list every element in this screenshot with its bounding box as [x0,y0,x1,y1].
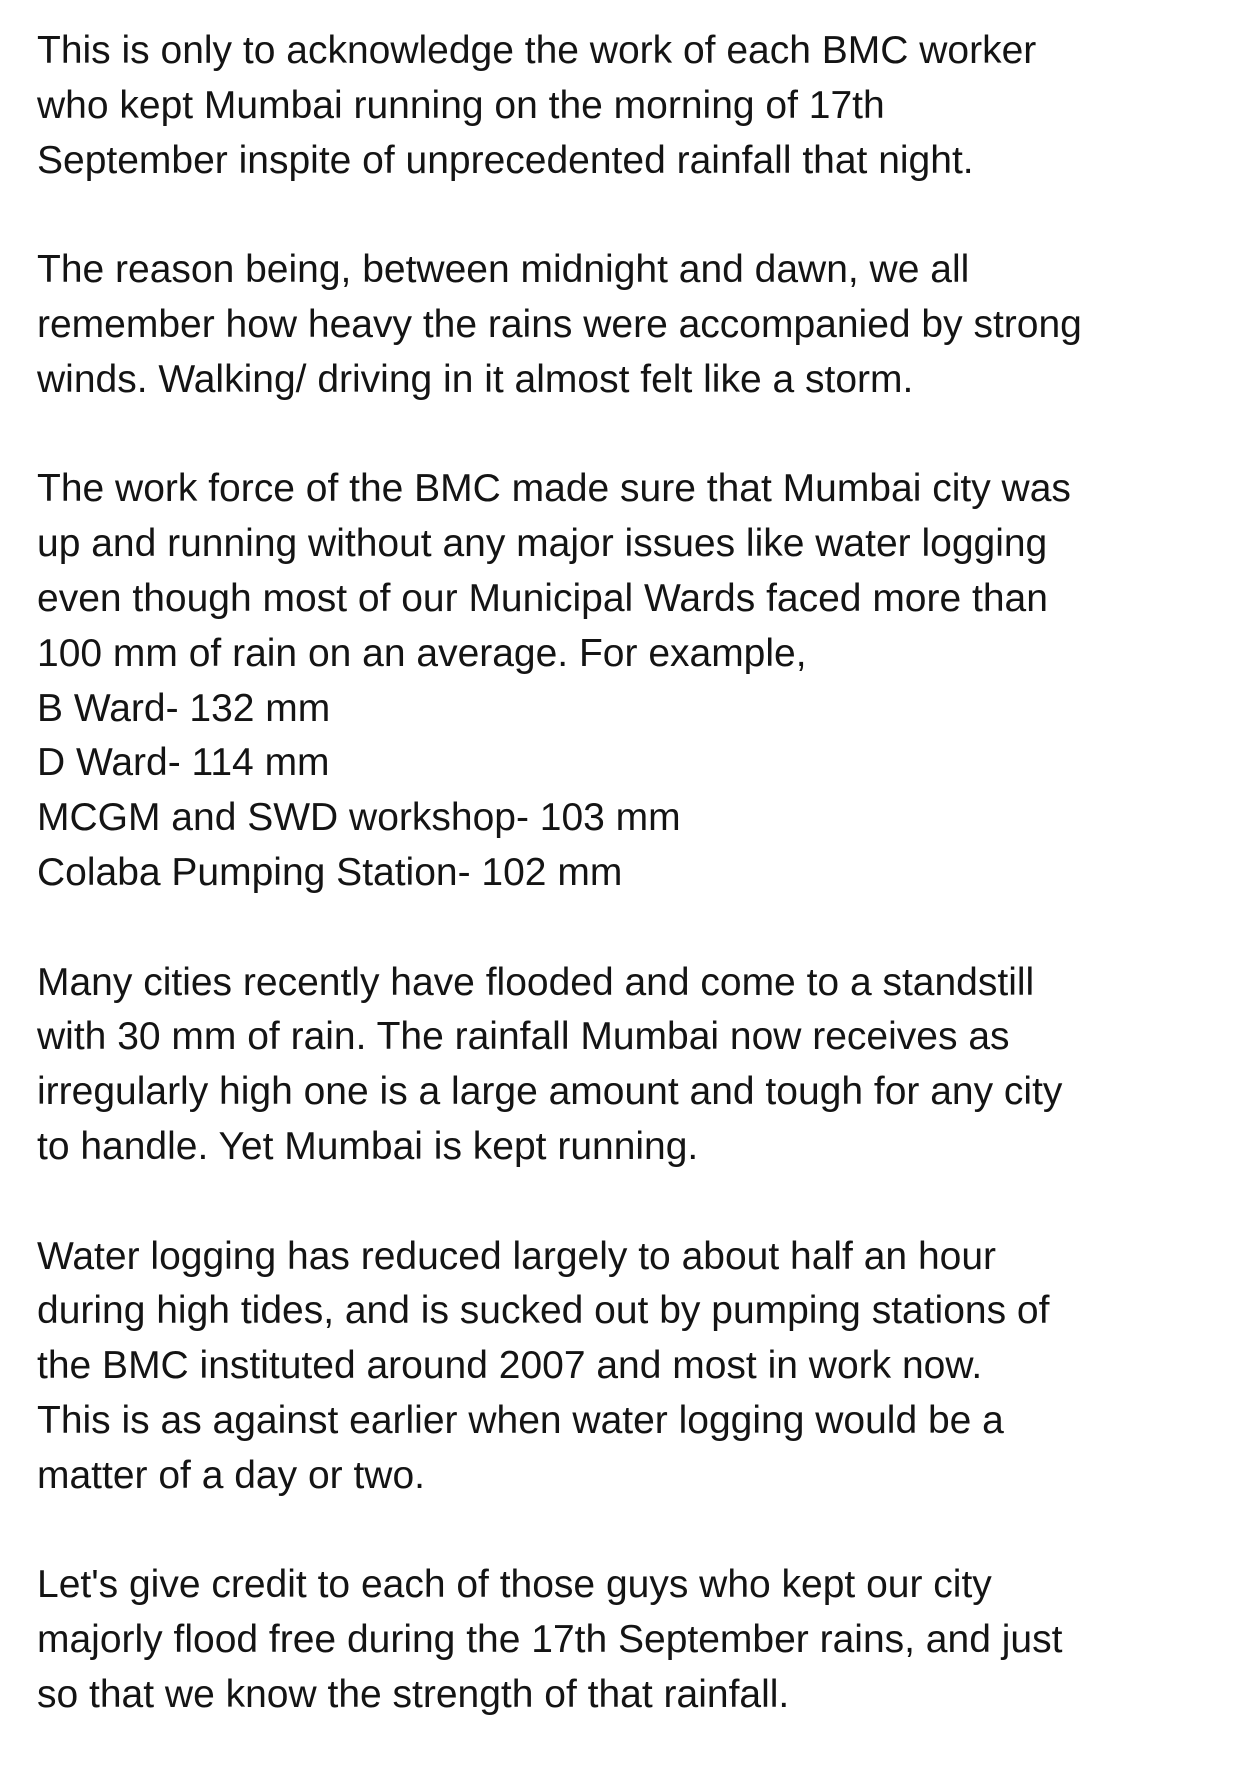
paragraph-line: during high tides, and is sucked out by pumping stations of [37,1289,1050,1333]
paragraph-line: the BMC instituted around 2007 and most in work now. [37,1344,983,1388]
rainfall-item-b-ward: B Ward- 132 mm [37,686,331,730]
paragraph-work-force [37,462,1227,900]
paragraph-line: to handle. Yet Mumbai is kept running. [37,1124,699,1168]
paragraph-line: so that we know the strength of that rainfall. [37,1672,790,1716]
paragraph-line: 100 mm of rain on an average. For example, [37,631,807,675]
paragraph-line: This is as against earlier when water logging would be a [37,1398,1004,1442]
paragraph-line: with 30 mm of rain. The rainfall Mumbai now receives as [37,1015,1010,1059]
paragraph-credit [37,1558,1227,1722]
paragraph-line: September inspite of unprecedented rainfall that night. [37,138,974,182]
paragraph-line: majorly flood free during the 17th September rains, and just [37,1618,1063,1662]
paragraph-line: irregularly high one is a large amount and tough for any city [37,1070,1063,1114]
paragraph-line: remember how heavy the rains were accompanied by strong [37,302,1082,346]
paragraph-line: who kept Mumbai running on the morning of 17th [37,83,885,127]
paragraph-other-cities [37,956,1227,1175]
paragraph-line: The reason being, between midnight and dawn, we all [37,248,970,292]
rainfall-item-d-ward: D Ward- 114 mm [37,741,330,785]
paragraph-water-logging [37,1230,1227,1504]
paragraph-reason [37,243,1227,407]
paragraph-line: Many cities recently have flooded and come to a standstill [37,960,1035,1004]
paragraph-line: matter of a day or two. [37,1453,426,1497]
paragraph-acknowledgement [37,24,1227,188]
post-body [37,24,1227,1778]
paragraph-line: Water logging has reduced largely to about half an hour [37,1234,997,1278]
rainfall-item-mcgm-swd-workshop: MCGM and SWD workshop- 103 mm [37,796,681,840]
paragraph-line: up and running without any major issues like water logging [37,522,1048,566]
paragraph-line: The work force of the BMC made sure that Mumbai city was [37,467,1071,511]
paragraph-line: winds. Walking/ driving in it almost felt like a storm. [37,357,914,401]
paragraph-line: Let's give credit to each of those guys who kept our city [37,1563,992,1607]
rainfall-item-colaba-pumping-station: Colaba Pumping Station- 102 mm [37,850,623,894]
paragraph-line: even though most of our Municipal Wards faced more than [37,576,1048,620]
paragraph-line: This is only to acknowledge the work of each BMC worker [37,29,1037,72]
